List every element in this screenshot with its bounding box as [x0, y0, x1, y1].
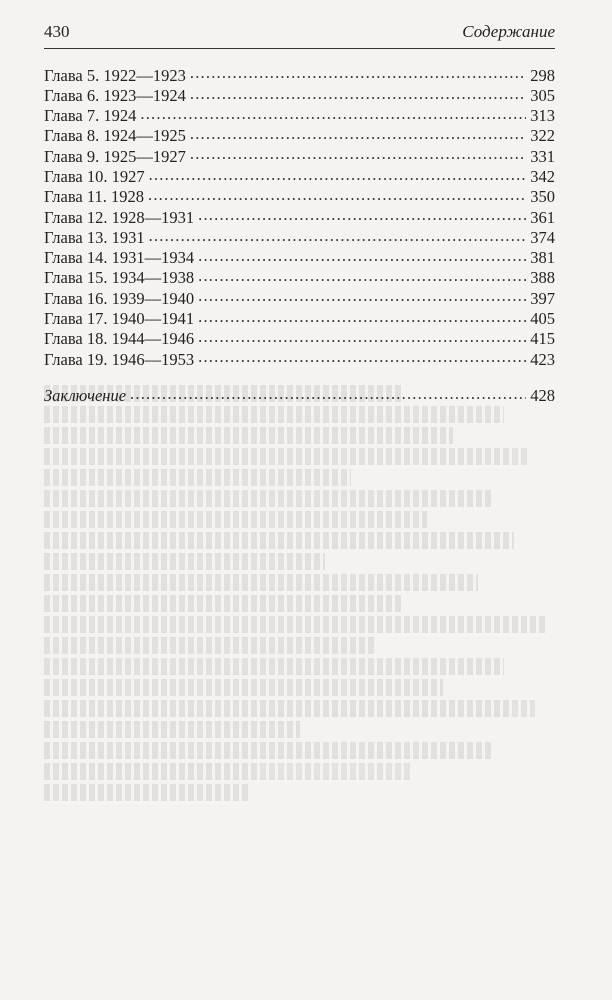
- toc-entry-title: Глава 19. 1946—1953: [44, 349, 195, 369]
- toc-entry-page: 305: [530, 85, 555, 105]
- dot-leader: [190, 64, 526, 81]
- table-of-contents: [44, 64, 555, 405]
- dot-leader: [198, 348, 526, 365]
- toc-entry-page: 428: [530, 385, 555, 405]
- dot-leader: [140, 105, 526, 122]
- toc-entry[interactable]: [44, 348, 555, 368]
- toc-entry-page: 331: [530, 146, 555, 166]
- toc-entry[interactable]: [44, 247, 555, 267]
- toc-entry-page: 322: [530, 126, 555, 146]
- toc-entry-page: 381: [530, 248, 555, 267]
- toc-entry-title: Глава 9. 1925—1927: [44, 146, 186, 166]
- toc-entry-title: Глава 7. 1924: [44, 106, 137, 125]
- toc-entry-title: Глава 10. 1927: [44, 166, 145, 186]
- dot-leader: [149, 165, 527, 182]
- page-header: [44, 22, 555, 49]
- toc-entry[interactable]: [44, 206, 555, 226]
- toc-entry[interactable]: [44, 84, 555, 104]
- toc-entry-page: 313: [530, 106, 555, 125]
- dot-leader: [198, 328, 526, 345]
- dot-leader: [149, 226, 527, 243]
- toc-entry-page: 342: [530, 166, 555, 186]
- toc-entry[interactable]: [44, 145, 555, 165]
- dot-leader: [198, 267, 526, 284]
- toc-entry[interactable]: [44, 328, 555, 348]
- toc-entry[interactable]: [44, 64, 555, 84]
- toc-entry[interactable]: [44, 267, 555, 287]
- toc-entry-title: Глава 6. 1923—1924: [44, 85, 186, 105]
- toc-entry-page: 397: [530, 288, 555, 308]
- toc-entry-page: 405: [530, 309, 555, 328]
- toc-entry-title: Глава 12. 1928—1931: [44, 207, 195, 227]
- toc-entry[interactable]: [44, 226, 555, 246]
- reverse-side-bleed-through: [44, 385, 555, 1000]
- toc-entry-title: Глава 8. 1924—1925: [44, 126, 186, 146]
- toc-entry-title: Глава 14. 1931—1934: [44, 248, 195, 267]
- dot-leader: [198, 206, 526, 223]
- toc-entry-page: 423: [530, 349, 555, 369]
- toc-entry-title: Глава 16. 1939—1940: [44, 288, 195, 308]
- toc-entry-page: 350: [530, 187, 555, 207]
- dot-leader: [190, 84, 526, 101]
- dot-leader: [148, 186, 526, 203]
- dot-leader: [190, 145, 526, 162]
- toc-entry-page: 298: [530, 65, 555, 85]
- dot-leader: [190, 125, 526, 142]
- toc-entry-page: 388: [530, 268, 555, 288]
- toc-entry-page: 374: [530, 227, 555, 247]
- toc-entry[interactable]: [44, 287, 555, 307]
- toc-entry-title: Глава 11. 1928: [44, 187, 145, 207]
- toc-entry-title: Глава 5. 1922—1923: [44, 65, 186, 85]
- toc-entry-page: 415: [530, 329, 555, 349]
- toc-entry[interactable]: [44, 165, 555, 185]
- toc-entry[interactable]: [44, 308, 555, 328]
- toc-entry-title: Глава 17. 1940—1941: [44, 309, 195, 328]
- toc-entry-title: Глава 15. 1934—1938: [44, 268, 195, 288]
- dot-leader: [198, 308, 526, 325]
- dot-leader: [198, 247, 526, 264]
- page-number: 430: [44, 22, 70, 41]
- toc-entry-title: Глава 13. 1931: [44, 227, 145, 247]
- toc-entry-title: Заключение: [44, 385, 127, 405]
- toc-entry[interactable]: [44, 105, 555, 125]
- running-title: Содержание: [462, 22, 555, 41]
- toc-entry[interactable]: [44, 186, 555, 206]
- toc-entry-page: 361: [530, 207, 555, 227]
- toc-entry-conclusion[interactable]: [44, 384, 555, 404]
- dot-leader: [198, 287, 526, 304]
- dot-leader: [130, 384, 526, 401]
- toc-entry-title: Глава 18. 1944—1946: [44, 329, 195, 349]
- toc-entry[interactable]: [44, 125, 555, 145]
